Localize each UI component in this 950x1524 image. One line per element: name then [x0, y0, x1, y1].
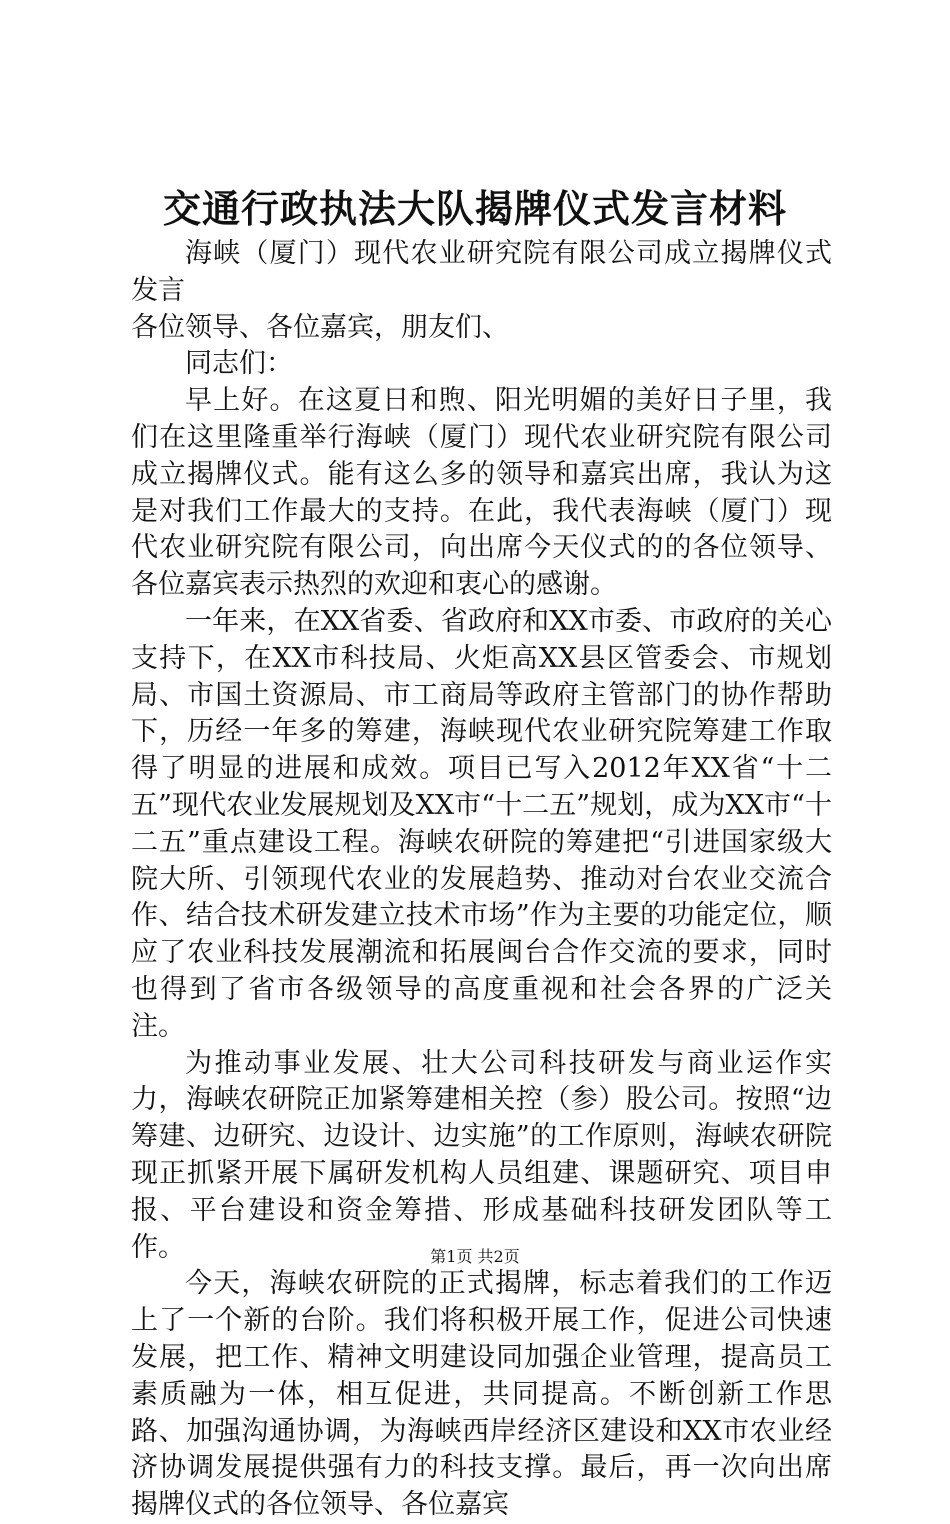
- paragraph-salutation: 各位领导、各位嘉宾，朋友们、: [131, 311, 509, 343]
- paragraph-progress: 一年来，在XX省委、省政府和XX市委、市政府的关心支持下，在XX市科技局、火炬高XX县区管委会、市规划局、市国土资源局、市工商局等政府主管部门的协作帮助下，历经一年多的筹建，海峡现代农业研究院筹建工作取得了明显的进展和成效。项目已写入2012年XX省“十二五”现代农业发展规划及XX市“十二五”规划，成为XX市“十二五”重点建设工程。海峡农研院的筹建把“引进国家级大院大所、引领现代农业的发展趋势、推动对台农业交流合作、结合技术研发建立技术市场”作为主要的功能定位，顺应了农业科技发展潮流和拓展闽台合作交流的要求，同时也得到了省市各级领导的高度重视和社会各界的广泛关注。: [131, 605, 832, 1042]
- paragraph-greeting: 早上好。在这夏日和煦、阳光明媚的美好日子里，我们在这里隆重举行海峡（厦门）现代农业研究院有限公司成立揭牌仪式。能有这么多的领导和嘉宾出席，我认为这是对我们工作最大的支持。在此，我代表海峡（厦门）现代农业研究院有限公司，向出席今天仪式的的各位领导、各位嘉宾表示热烈的欢迎和衷心的感谢。: [131, 385, 832, 601]
- document-body: [131, 236, 832, 1524]
- paragraph-subtitle: 海峡（厦门）现代农业研究院有限公司成立揭牌仪式发言: [131, 238, 832, 306]
- paragraph-development: 为推动事业发展、壮大公司科技研发与商业运作实力，海峡农研院正加紧筹建相关控（参）股公司。按照“边筹建、边研究、边设计、边实施”的工作原则，海峡农研院现正抓紧开展下属研发机构人员组建、课题研究、项目申报、平台建设和资金筹措、形成基础科技研发团队等工作。: [131, 1047, 832, 1263]
- paragraph-today: 今天，海峡农研院的正式揭牌，标志着我们的工作迈上了一个新的台阶。我们将积极开展工作，促进公司快速发展，把工作、精神文明建设同加强企业管理，提高员工素质融为一体，相互促进，共同提高。不断创新工作思路、加强沟通协调，为海峡西岸经济区建设和XX市农业经济协调发展提供强有力的科技支撑。最后，再一次向出席揭牌仪式的各位领导、各位嘉宾: [131, 1268, 832, 1521]
- document-title: 交通行政执法大队揭牌仪式发言材料: [162, 186, 787, 231]
- paragraph-salutation-comrades: 同志们：: [185, 348, 293, 380]
- page-number: 第1页 共2页: [430, 1247, 520, 1266]
